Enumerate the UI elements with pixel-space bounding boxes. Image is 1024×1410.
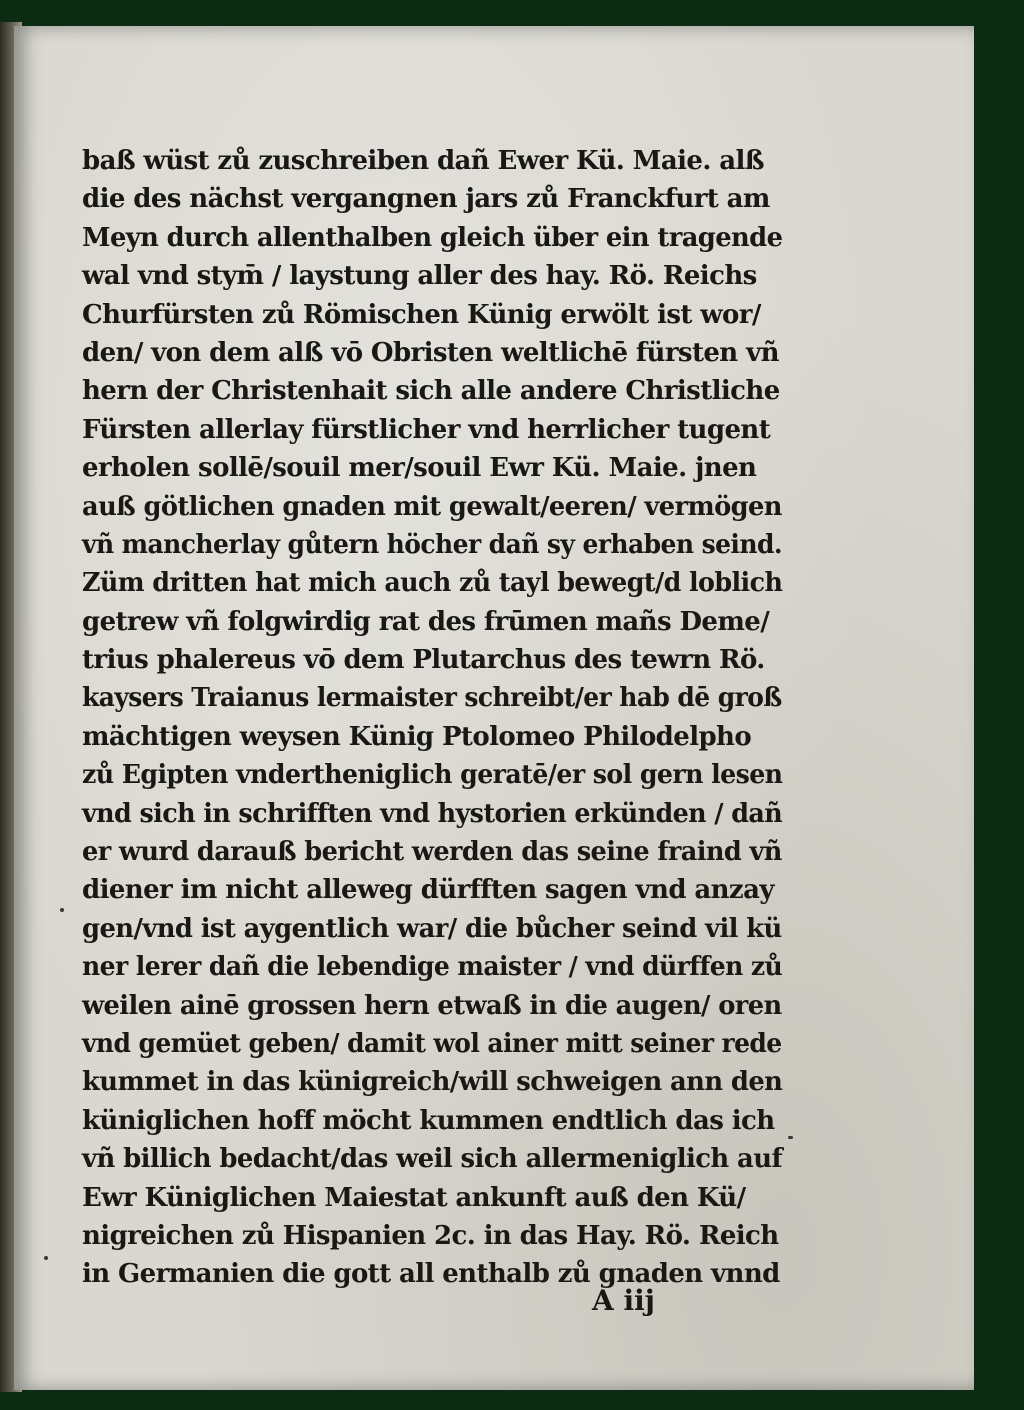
text-line: Meyn durch allenthalben gleich über ein tragende — [82, 222, 783, 253]
ink-speck — [60, 908, 64, 912]
text-line: kummet in das künigreich/will schweigen ann den — [82, 1067, 783, 1098]
text-line: hern der Christenhait sich alle andere Christliche — [82, 376, 780, 407]
text-line: die des nächst vergangnen jars zů Franckfurt am — [82, 184, 770, 215]
text-line: Ewr Küniglichen Maiestat ankunft auß den Kü/ — [82, 1182, 746, 1213]
text-line: vñ billich bedacht/das weil sich allermeniglich auf — [82, 1144, 782, 1175]
text-line: weilen ainē grossen hern etwaß in die augen/ oren — [82, 990, 782, 1021]
text-line: getrew vñ folgwirdig rat des frūmen mañs Deme/ — [82, 606, 770, 637]
text-line: nigreichen zů Hispanien 2c. in das Hay. Rö. Reich — [82, 1220, 779, 1251]
ink-speck — [788, 1136, 793, 1139]
text-line: Fürsten allerlay fürstlicher vnd herrlicher tugent — [82, 414, 771, 445]
text-line: diener im nicht alleweg dürfften sagen vnd anzay — [82, 875, 774, 906]
text-line: gen/vnd ist aygentlich war/ die bůcher seind vil kü — [82, 913, 782, 944]
text-line: zů Egipten vndertheniglich geratē/er sol gern lesen — [82, 760, 783, 791]
text-line: baß wüst zů zuschreiben dañ Ewer Kü. Maie. alß — [82, 146, 764, 176]
text-line: den/ von dem alß vō Obristen weltlichē fürsten vñ — [82, 337, 779, 368]
text-line: Churfürsten zů Römischen Künig erwölt ist wor/ — [82, 299, 761, 330]
ink-speck — [44, 1256, 48, 1260]
text-line: küniglichen hoff möcht kummen endtlich das ich — [82, 1105, 775, 1136]
text-line: kaysers Traianus lermaister schreibt/er hab dē groß — [82, 683, 782, 714]
text-line: Züm dritten hat mich auch zů tayl bewegt/d loblich — [82, 568, 783, 599]
text-line: wal vnd stym̄ / laystung aller des hay. Rö. Reichs — [82, 261, 757, 292]
text-line: ner lerer dañ die lebendige maister / vnd dürffen zů — [82, 952, 783, 983]
text-line: erholen sollē/souil mer/souil Ewr Kü. Maie. jnen — [82, 453, 757, 484]
text-line: vñ mancherlay gůtern höcher dañ sy erhaben seind. — [82, 529, 782, 560]
text-line: in Germanien die gott all enthalb zů gnaden vnnd — [82, 1259, 780, 1290]
text-line: er wurd darauß bericht werden das seine fraind vñ — [82, 837, 782, 868]
text-line: mächtigen weysen Künig Ptolomeo Philodelpho — [82, 721, 752, 752]
text-line: vnd sich in schrifften vnd hystorien erkünden / dañ — [82, 798, 783, 829]
text-line: vnd gemüet geben/ damit wol ainer mitt seiner rede — [82, 1028, 782, 1059]
book-page — [14, 26, 974, 1390]
text-block — [82, 142, 782, 1294]
text-line: auß götlichen gnaden mit gewalt/eeren/ vermögen — [82, 491, 782, 522]
text-line: trius phalereus vō dem Plutarchus des tewrn Rö. — [82, 645, 765, 676]
signature-mark: A iij — [592, 1284, 655, 1317]
